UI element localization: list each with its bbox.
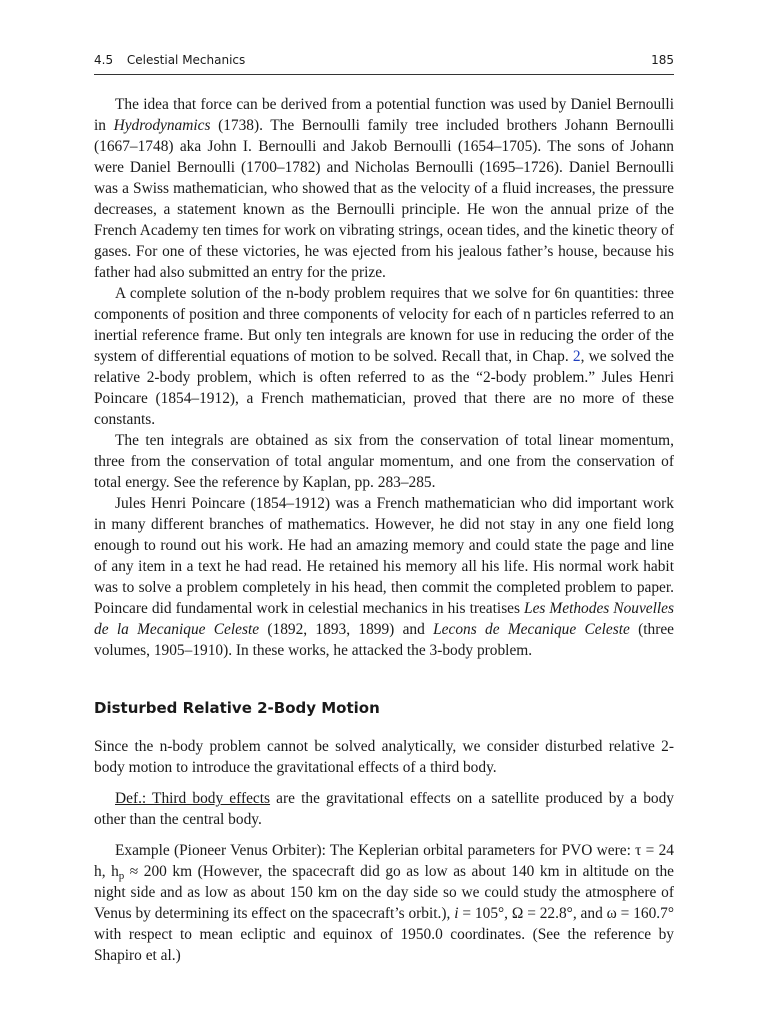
text: = 105°, Ω = 22.8°, and ω = 160.7° with respect to mean ecliptic and equinox of 1950.0 coordinates. (See the reference by Shapiro et al.) — [94, 905, 674, 964]
text: (1892, 1893, 1899) and — [259, 621, 434, 638]
section-heading: Disturbed Relative 2-Body Motion — [94, 699, 380, 717]
header-rule — [94, 74, 674, 75]
chapter-link[interactable]: 2 — [572, 348, 581, 365]
text: Jules Henri Poincare (1854–1912) was a French mathematician who did important work in many different branches of mathematics. However, he did not stay in any one field long enough to round out his work. He had an amazing memory and could state the page and line of any item in a text he had read. He retained his memory all his life. His normal work habit was to solve a problem completely in his head, then commit the completed problem to paper. Poincare did fundamental work in celestial mechanics in his treatises — [94, 495, 674, 617]
section-title: Celestial Mechanics — [126, 53, 246, 67]
body-text — [94, 94, 674, 661]
paragraph-example — [94, 840, 674, 966]
subscript: p — [118, 870, 125, 882]
text: ≈ 200 km (However, the spacecraft did go as low as about 140 km in altitude on the night side and as low as about 150 km on the day side so we could study the atmosphere of Venus by determining its effect on the spacecraft’s orbit.), — [94, 863, 674, 922]
book-title: Hydrodynamics — [113, 117, 211, 134]
text: , we solved the relative 2-body problem, which is often referred to as the “2-body problem.” Jules Henri Poincare (1854–1912), a French mathematician, proved that there are no more of these constants. — [94, 348, 674, 428]
text: The idea that force can be derived from a potential function was used by Daniel Bernoulli in — [94, 96, 674, 134]
paragraph-poincare — [94, 493, 674, 661]
body-text-2 — [94, 736, 674, 966]
book-title: Lecons de Mecanique Celeste — [433, 621, 630, 638]
text: (1738). The Bernoulli family tree included brothers Johann Bernoulli (1667–1748) aka John I. Bernoulli and Jakob Bernoulli (1654–1705). The sons of Johann were Daniel Bernoulli (1700–1782) and Nicholas Bernoulli (1695–1726). Daniel Bernoulli was a Swiss mathematician, who showed that as the velocity of a fluid increases, the pressure decreases, a statement known as the Bernoulli principle. He won the annual prize of the French Academy ten times for work on vibrating strings, ocean tides, and the kinetic theory of gases. For one of these victories, he was ejected from his jealous father’s house, because his father had also submitted an entry for the prize. — [94, 117, 674, 281]
section-number: 4.5 — [94, 53, 114, 67]
paragraph-definition — [94, 788, 674, 830]
paragraph-disturbed: Since the n-body problem cannot be solved analytically, we consider disturbed relative 2-body motion to introduce the gravitational effects of a third body. — [94, 738, 674, 776]
paragraph-integrals: The ten integrals are obtained as six from the conservation of total linear momentum, three from the conservation of total angular momentum, and one from the conservation of total energy. See the reference by Kaplan, pp. 283–285. — [94, 432, 674, 491]
paragraph-bernoulli — [94, 94, 674, 283]
text: are the gravitational effects on a satellite produced by a body other than the central body. — [94, 790, 675, 828]
book-title: Les Methodes Nouvelles de la Mecanique Celeste — [94, 600, 674, 638]
inclination-symbol: i — [454, 905, 459, 922]
running-head — [94, 52, 674, 68]
text: Example (Pioneer Venus Orbiter): The Keplerian orbital parameters for PVO were: τ = 24 h, h — [94, 842, 674, 880]
definition-term: Def.: Third body effects — [115, 790, 271, 807]
paragraph-n-body — [94, 283, 674, 430]
section-label — [94, 52, 245, 68]
text: A complete solution of the n-body problem requires that we solve for 6n quantities: three components of position and three components of velocity for each of n particles referred to an inertial reference frame. But only ten integrals are known for use in reducing the order of the system of differential equations of motion to be solved. Recall that, in Chap. — [94, 285, 674, 365]
page-number: 185 — [651, 53, 674, 67]
text: (three volumes, 1905–1910). In these works, he attacked the 3-body problem. — [94, 621, 675, 659]
page — [94, 52, 674, 966]
